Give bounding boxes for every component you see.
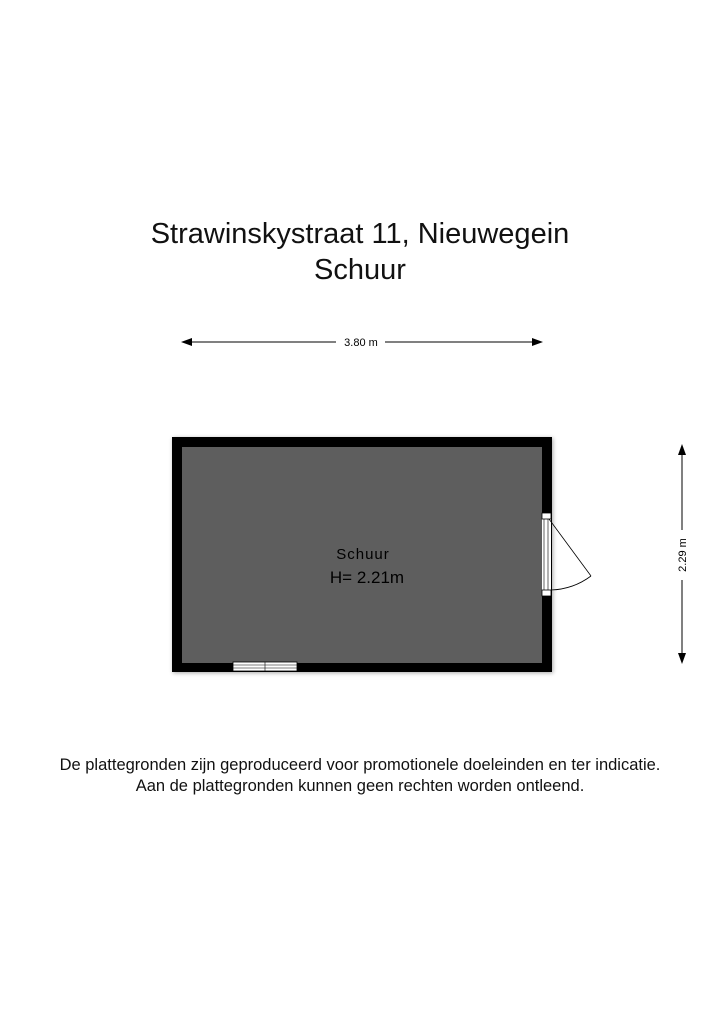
door-leaf: [549, 519, 591, 576]
disclaimer-line-2: Aan de plattegronden kunnen geen rechten worden ontleend.: [135, 777, 585, 795]
disclaimer-line-1: De plattegronden zijn geproduceerd voor promotionele doeleinden en ter indicatie.: [59, 756, 661, 774]
arrow-right-icon: [532, 338, 543, 346]
address-title: Strawinskystraat 11, Nieuwegein: [150, 218, 570, 250]
arrow-up-icon: [678, 444, 686, 455]
floorplan-subtitle: Schuur: [314, 254, 406, 286]
arrow-left-icon: [181, 338, 192, 346]
door-right: [542, 513, 591, 596]
depth-dimension: [677, 444, 689, 664]
width-dimension: [181, 337, 543, 349]
window-bottom: [233, 662, 297, 671]
room-height-label: H= 2.21m: [329, 568, 405, 587]
room-name-label: Schuur: [336, 546, 390, 563]
width-dimension-label: 3.80 m: [344, 337, 378, 349]
door-swing-arc: [551, 576, 591, 590]
arrow-down-icon: [678, 653, 686, 664]
depth-dimension-label: 2.29 m: [677, 538, 689, 572]
